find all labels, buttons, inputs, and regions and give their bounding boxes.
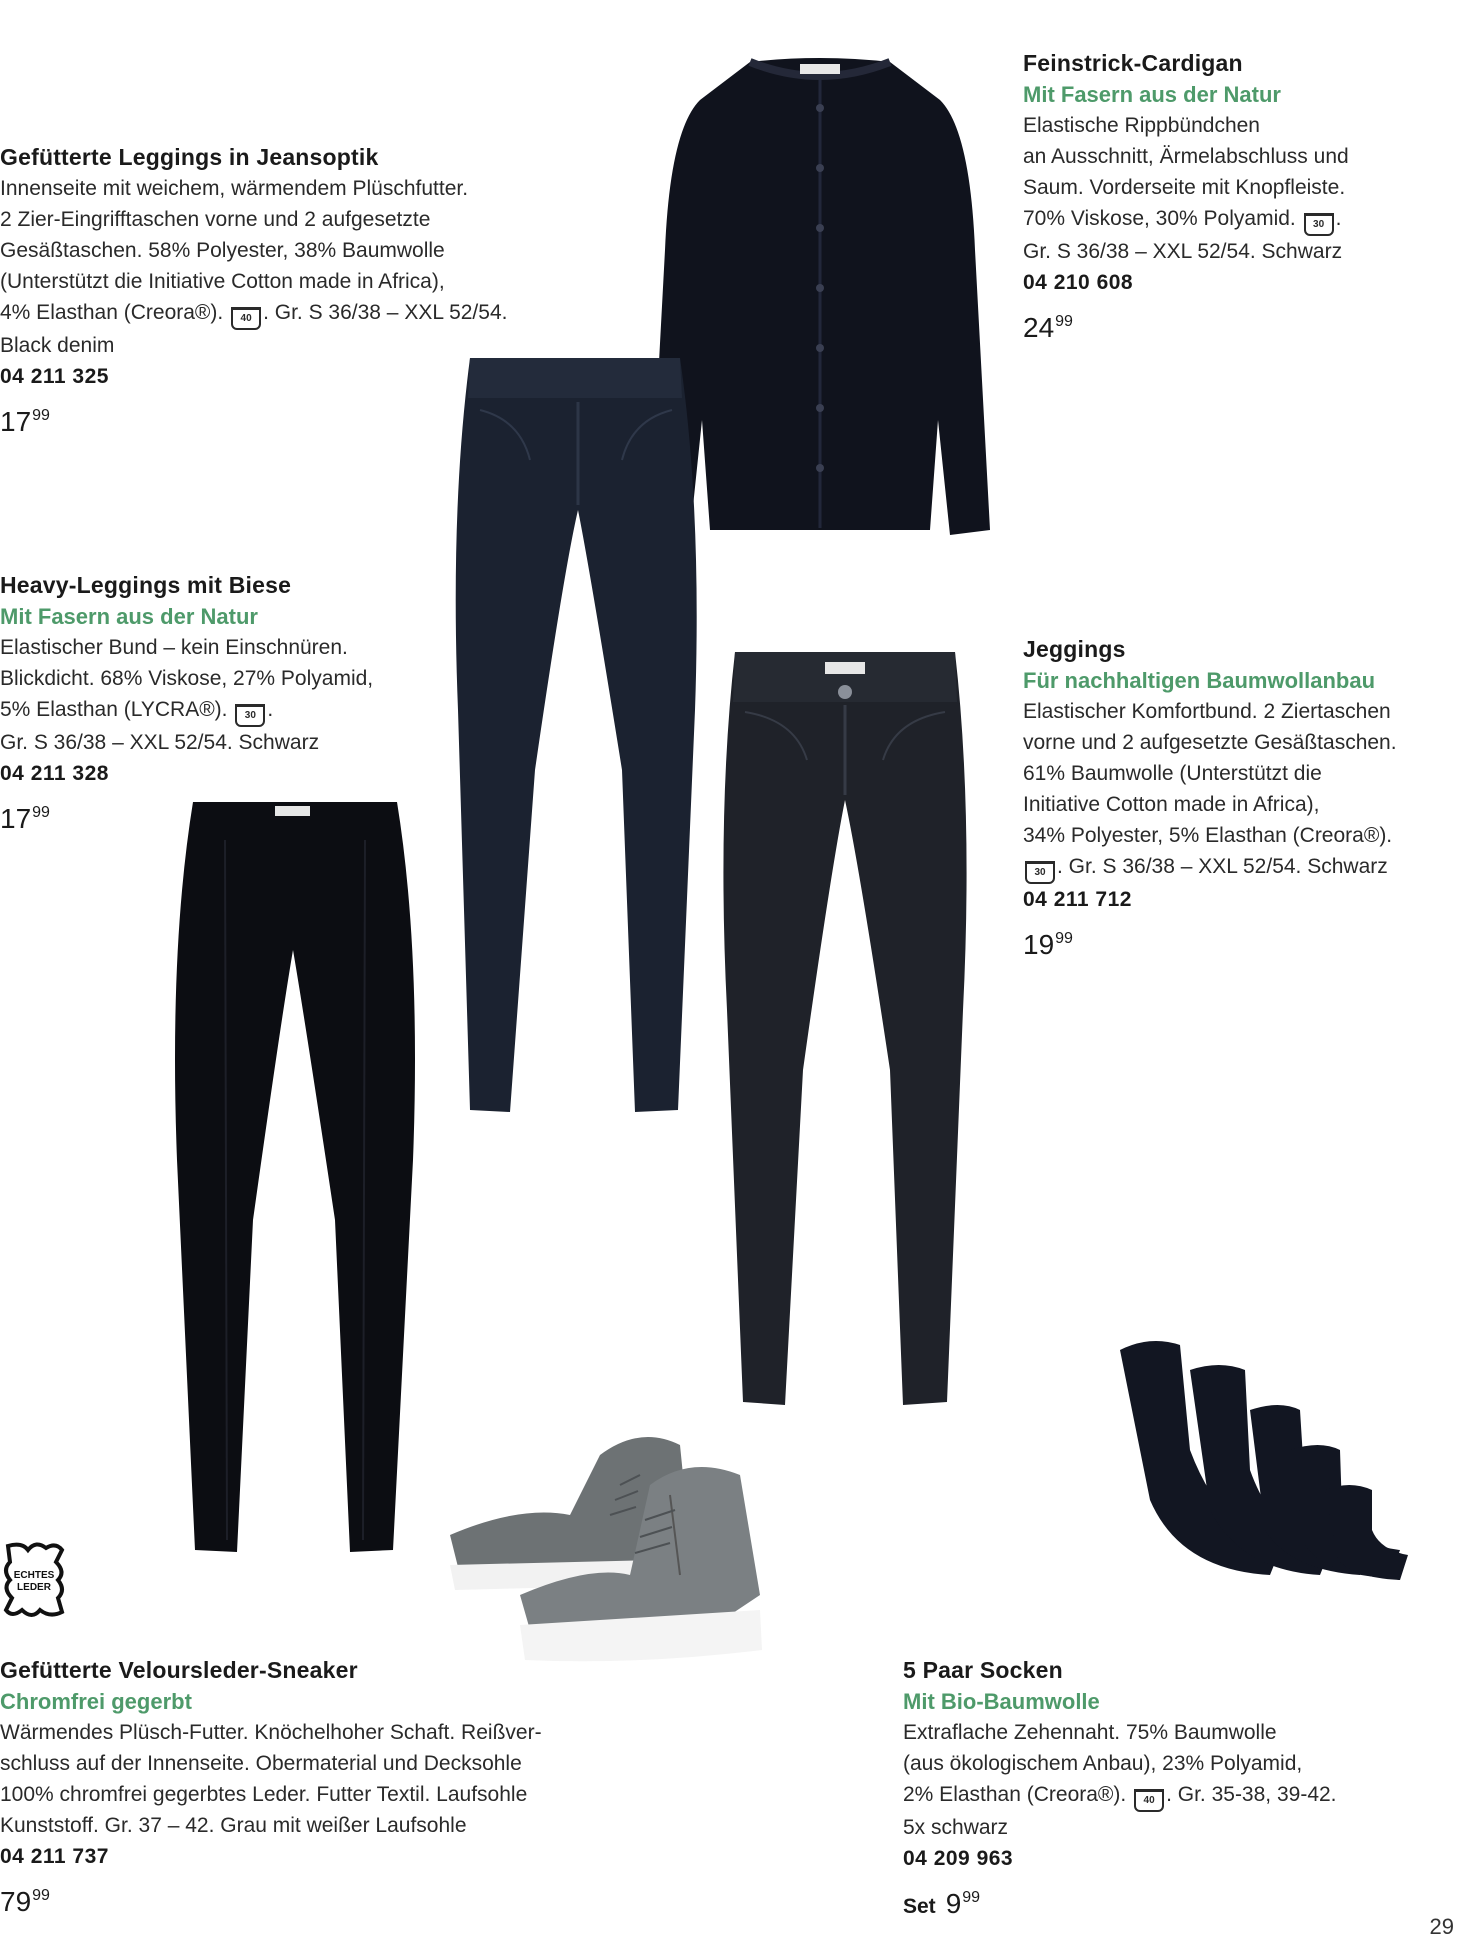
price: $17^{99}$ [0,406,50,437]
description-line: 34% Polyester, 5% Elasthan (Creora®). [1023,824,1393,847]
description-line: (aus ökologischem Anbau), 23% Polyamid, [903,1752,1303,1775]
product-sneaker [0,1655,640,1922]
product-title: Jeggings [1023,636,1126,662]
product-title: Gefütterte Leggings in Jeansoptik [0,144,379,170]
wash-symbol-icon: 30 [1025,861,1055,884]
description-line: Elastische Rippbündchen [1023,114,1260,137]
description-line: Wärmendes Plüsch-Futter. Knöchelhoher Schaft. Reißver- [0,1721,542,1744]
description-line: Saum. Vorderseite mit Knopfleiste. [1023,176,1346,199]
description-line: Gesäßtaschen. 58% Polyester, 38% Baumwolle [0,239,445,262]
description-line: 30 . Gr. S 36/38 – XXL 52/54. Schwarz [1023,851,1473,884]
product-subtitle: Mit Fasern aus der Natur [1023,82,1281,107]
description-line: vorne und 2 aufgesetzte Gesäßtaschen. [1023,731,1397,754]
page-number: 29 [1429,1914,1454,1939]
description-line: 5% Elasthan (LYCRA®). 30 . [0,694,440,727]
article-number: 04 211 712 [1023,888,1132,911]
wash-symbol-icon: 30 [235,704,265,727]
description-line: schluss auf der Innenseite. Obermaterial und Decksohle [0,1752,522,1775]
price: $79^{99}$ [0,1886,50,1917]
price: $24^{99}$ [1023,312,1073,343]
leather-badge-icon [0,1540,70,1620]
socks-image [1110,1330,1410,1590]
leather-badge-line-1: ECHTES [13,1570,55,1581]
description-line: 2 Zier-Eingrifftaschen vorne und 2 aufgesetzte [0,208,431,231]
description-line: 5x schwarz [903,1816,1009,1839]
description-line: Blickdicht. 68% Viskose, 27% Polyamid, [0,667,374,690]
product-title: 5 Paar Socken [903,1657,1063,1683]
product-socks [903,1655,1383,1927]
article-number: 04 211 737 [0,1845,109,1868]
description-line: Extraflache Zehennaht. 75% Baumwolle [903,1721,1277,1744]
article-number: 04 210 608 [1023,271,1134,294]
article-number: 04 211 328 [0,762,109,785]
description-line: Gr. S 36/38 – XXL 52/54. Schwarz [1023,240,1343,263]
product-subtitle: Mit Fasern aus der Natur [0,604,258,629]
jeggings-image [715,650,975,1410]
description-line: 61% Baumwolle (Unterstützt die [1023,762,1322,785]
price: Set $9^{99}$ [903,1888,981,1919]
wash-symbol-icon: 40 [231,307,261,330]
description-line: Elastischer Bund – kein Einschnüren. [0,636,348,659]
product-leggings-jeans [0,142,620,442]
jeans-leggings-image [440,350,710,1120]
product-subtitle: Chromfrei gegerbt [0,1689,192,1714]
description-line: Kunststoff. Gr. 37 – 42. Grau mit weißer Laufsohle [0,1814,467,1837]
article-number: 04 211 325 [0,365,109,388]
description-line: Innenseite mit weichem, wärmendem Plüschfutter. [0,177,469,200]
description-line: Initiative Cotton made in Africa), [1023,793,1320,816]
heavy-leggings-image [165,800,425,1560]
leather-badge-line-2: LEDER [17,1582,51,1593]
product-heavy-leggings [0,570,440,839]
price-prefix: Set [903,1895,936,1918]
description-line: an Ausschnitt, Ärmelabschluss und [1023,145,1349,168]
description-line: 100% chromfrei gegerbtes Leder. Futter Textil. Laufsohle [0,1783,528,1806]
description-line: Gr. S 36/38 – XXL 52/54. Schwarz [0,731,320,754]
price: $17^{99}$ [0,803,50,834]
description-line: 4% Elasthan (Creora®). 40 . Gr. S 36/38 – XXL 52/54. [0,297,620,330]
description-line: 70% Viskose, 30% Polyamid. 30 . [1023,203,1463,236]
product-cardigan [1023,48,1463,348]
price: $19^{99}$ [1023,929,1073,960]
description-line: (Unterstützt die Initiative Cotton made in Africa), [0,270,445,293]
product-subtitle: Mit Bio-Baumwolle [903,1689,1100,1714]
product-subtitle: Für nachhaltigen Baumwollanbau [1023,668,1376,693]
description-line: Black denim [0,334,115,357]
product-jeggings [1023,634,1473,965]
description-line: Elastischer Komfortbund. 2 Ziertaschen [1023,700,1391,723]
wash-symbol-icon: 30 [1304,213,1334,236]
product-title: Feinstrick-Cardigan [1023,50,1243,76]
product-title: Heavy-Leggings mit Biese [0,572,292,598]
sneakers-image [440,1425,800,1675]
product-title: Gefütterte Veloursleder-Sneaker [0,1657,358,1683]
article-number: 04 209 963 [903,1847,1014,1870]
description-line: 2% Elasthan (Creora®). 40 . Gr. 35-38, 39-42. [903,1779,1383,1812]
wash-symbol-icon: 40 [1134,1789,1164,1812]
